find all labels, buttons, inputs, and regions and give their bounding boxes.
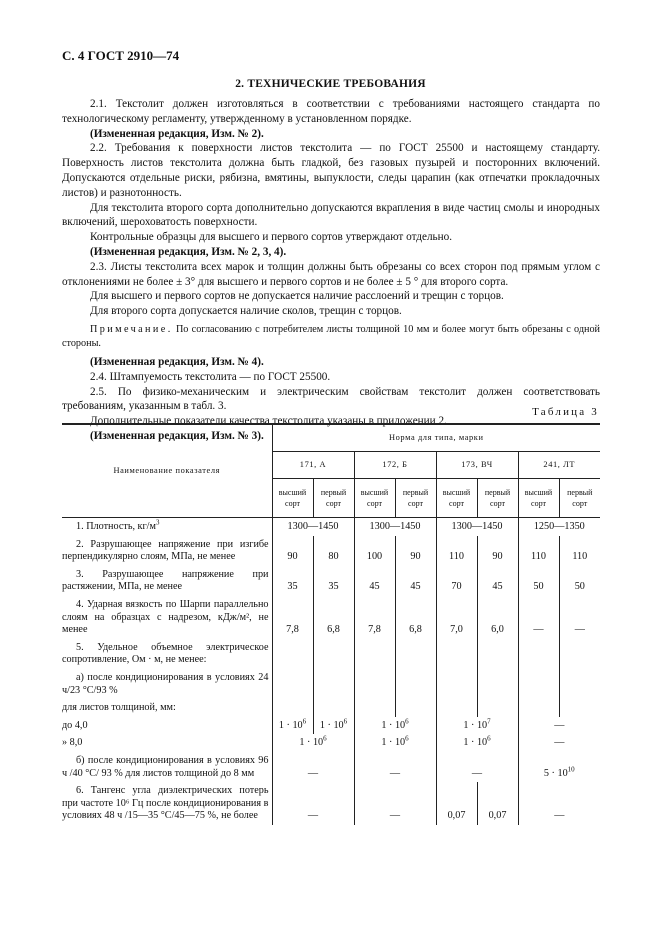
grade-header: 173, ВЧ (436, 452, 518, 479)
sort-header-high: высший сорт (354, 479, 395, 518)
table-row (62, 566, 600, 596)
table-row (62, 639, 600, 669)
cell-value: — (272, 782, 354, 825)
sort-header-first: первый сорт (559, 479, 600, 518)
cell-value: 45 (354, 566, 395, 596)
cell-value: 90 (477, 536, 518, 566)
cell-value: 6,8 (395, 596, 436, 639)
sort-header-high: высший сорт (436, 479, 477, 518)
cell-value: 0,07 (436, 782, 477, 825)
table-row (62, 734, 600, 752)
paragraph-2-3b: Для высшего и первого сортов не допускается наличие расслоений и трещин с торцов. (90, 290, 504, 303)
table-row (62, 782, 600, 825)
cell-value: $1 \cdot 10^6$ (272, 717, 313, 735)
cell-value: 90 (395, 536, 436, 566)
note-label: Примечание. (90, 323, 173, 335)
table-row (62, 596, 600, 639)
cell-value: $5 \cdot 10^{10}$ (518, 752, 600, 782)
cell-value: — (354, 782, 436, 825)
row-label: » 8,0 (62, 737, 83, 749)
cell-value: $1 \cdot 10^6$ (436, 734, 518, 752)
table-caption: Таблица 3 (532, 406, 599, 418)
edit-note: (Измененная редакция, Изм. № 3). (90, 429, 264, 442)
cell-value: — (272, 752, 354, 782)
sort-header-high: высший сорт (518, 479, 559, 518)
table-row (62, 518, 600, 536)
section-title: 2. ТЕХНИЧЕСКИЕ ТРЕБОВАНИЯ (235, 78, 426, 90)
cell-value: 50 (518, 566, 559, 596)
col-header-name: Наименование показателя (62, 424, 272, 518)
specs-table (62, 423, 600, 825)
row-label: 3. Разрушающее напряжение при растяжении, МПа, не менее (62, 568, 269, 593)
col-header-norm: Норма для типа, марки (272, 424, 600, 452)
cell-value: $1 \cdot 10^7$ (436, 717, 518, 735)
paragraph-2-3c: Для второго сорта допускается наличие сколов, трещин с торцов. (90, 305, 402, 318)
cell-value: 1300—1450 (354, 518, 436, 536)
cell-value: $1 \cdot 10^6$ (272, 734, 354, 752)
table-row (62, 536, 600, 566)
cell-value: 45 (477, 566, 518, 596)
cell-value: — (436, 752, 518, 782)
paragraph-2-2: 2.2. Требования к поверхности листов текстолита — по ГОСТ 25500 и настоящему стандарту. Поверхность листов текстолита должна быть гладкой, без газовых пузырей и посторонних включений. Допускаются отдельные риски, рябизна, вмятины, выпуклости, следы царапин (как отпечатки прокладочных листов) и разнотонность. (62, 142, 600, 199)
paragraph-2-2b: Для текстолита второго сорта дополнительно допускаются вкрапления в виде частиц смолы и инородных включений, шероховатость поверхности. (62, 201, 600, 229)
cell-value: 110 (518, 536, 559, 566)
row-label: 1. Плотность, $кг/м^3$ (76, 518, 160, 532)
page-header: С. 4 ГОСТ 2910—74 (62, 48, 180, 63)
table-row (62, 699, 600, 717)
cell-value: 1300—1450 (272, 518, 354, 536)
table-row (62, 717, 600, 735)
note (62, 323, 600, 351)
cell-value: $1 \cdot 10^6$ (313, 717, 354, 735)
cell-value: 45 (395, 566, 436, 596)
cell-value: — (518, 782, 600, 825)
sort-header-first: первый сорт (477, 479, 518, 518)
edit-note: (Измененная редакция, Изм. № 4). (90, 355, 264, 368)
row-label: а) после кондиционирования в условиях 24 ч/23 °С/93 % (62, 671, 269, 696)
row-label: б) после кондиционирования в условиях 96 ч /40 °С/ 93 % для листов толщиной до 8 мм (62, 754, 269, 779)
cell-value: $1 \cdot 10^6$ (354, 734, 436, 752)
cell-value: 35 (313, 566, 354, 596)
paragraph-2-1: 2.1. Текстолит должен изготовляться в соответствии с требованиями настоящего стандарта по технологическому регламенту, утвержденному в установленном порядке. (62, 98, 600, 125)
paragraph-2-5b: Дополнительные показатели качества текстолита указаны в приложении 2. (90, 415, 447, 428)
cell-value: — (559, 596, 600, 639)
cell-value: 6,0 (477, 596, 518, 639)
cell-value: 110 (436, 536, 477, 566)
cell-value: 50 (559, 566, 600, 596)
cell-value: 7,8 (272, 596, 313, 639)
paragraph-2-2c: Контрольные образцы для высшего и первого сортов утверждают отдельно. (90, 231, 453, 244)
edit-note: (Измененная редакция, Изм. № 2). (90, 127, 264, 140)
cell-value: — (354, 752, 436, 782)
cell-value: — (518, 596, 559, 639)
cell-value: 1300—1450 (436, 518, 518, 536)
table-row (62, 752, 600, 782)
edit-note: (Измененная редакция, Изм. № 2, 3, 4). (90, 245, 287, 258)
table-row (62, 669, 600, 699)
cell-value: — (518, 734, 600, 752)
row-label: 6. Тангенс угла диэлектрических потерь при частоте 10⁶ Гц после кондиционирования в условиях 48 ч /15—35 °С/45—75 %, не более (62, 785, 269, 822)
cell-value: 6,8 (313, 596, 354, 639)
cell-value: 7,0 (436, 596, 477, 639)
row-label: до 4,0 (62, 719, 88, 731)
row-label: 4. Ударная вязкость по Шарпи параллельно слоям на образцах с надрезом, кДж/м², не менее (62, 598, 269, 636)
row-label: 2. Разрушающее напряжение при изгибе перпендикулярно слоям, МПа, не менее (62, 538, 269, 563)
cell-value: 35 (272, 566, 313, 596)
cell-value: 80 (313, 536, 354, 566)
cell-value: 70 (436, 566, 477, 596)
cell-value: 0,07 (477, 782, 518, 825)
cell-value: 100 (354, 536, 395, 566)
cell-value: $1 \cdot 10^6$ (354, 717, 436, 735)
cell-value: 1250—1350 (518, 518, 600, 536)
paragraph-2-5: 2.5. По физико-механическим и электрическим свойствам текстолит должен соответствовать требованиям, указанным в табл. 3. (62, 385, 600, 413)
cell-value: — (518, 717, 600, 735)
body-text (62, 97, 600, 444)
cell-value: 110 (559, 536, 600, 566)
note-text: По согласованию с потребителем листы толщиной 10 мм и более могут быть обрезаны с одной стороны. (62, 323, 601, 349)
row-label: для листов толщиной, мм: (62, 702, 176, 714)
sort-header-first: первый сорт (395, 479, 436, 518)
sort-header-high: высший сорт (272, 479, 313, 518)
grade-header: 241, ЛТ (518, 452, 600, 479)
cell-value: 7,8 (354, 596, 395, 639)
grade-header: 172, Б (354, 452, 436, 479)
grade-header: 171, А (272, 452, 354, 479)
sort-header-first: первый сорт (313, 479, 354, 518)
paragraph-2-3: 2.3. Листы текстолита всех марок и толщин должны быть обрезаны со всех сторон под прямым углом с отклонениями не более ± 3° для высшего и первого сортов и не более ± 5 ° для второго сорта. (62, 260, 600, 288)
paragraph-2-4: 2.4. Штампуемость текстолита — по ГОСТ 25500. (90, 370, 331, 383)
cell-value: 90 (272, 536, 313, 566)
row-label: 5. Удельное объемное электрическое сопротивление, Ом · м, не менее: (62, 641, 269, 666)
